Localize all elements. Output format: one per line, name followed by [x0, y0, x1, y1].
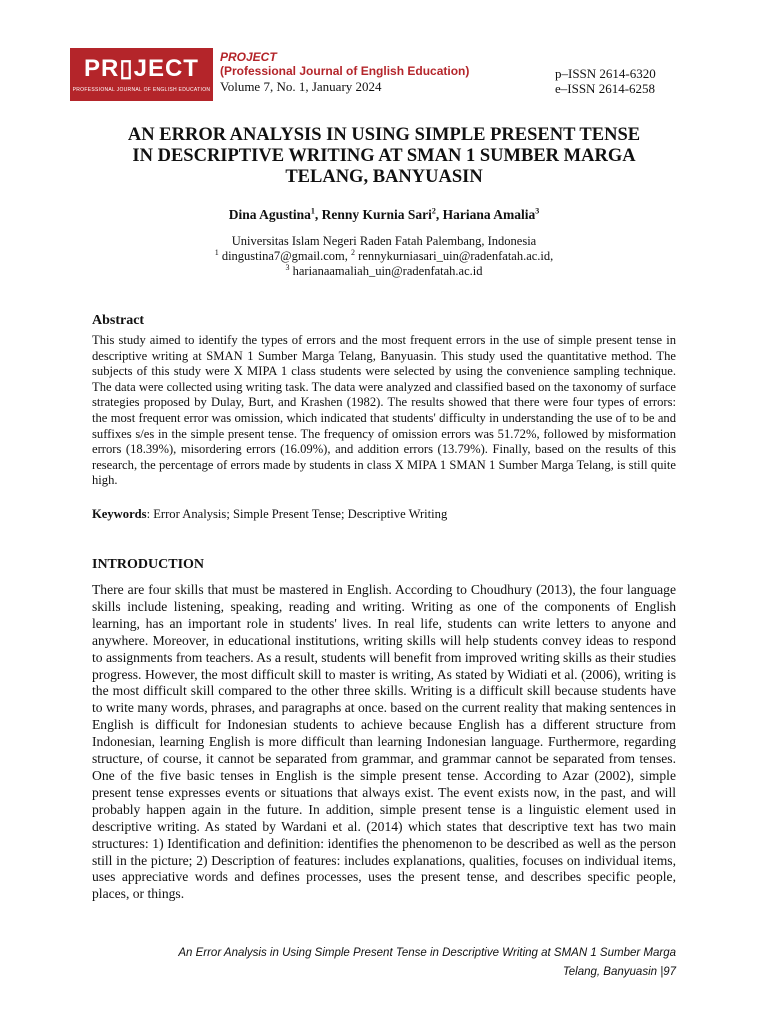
keywords-label: Keywords	[92, 507, 147, 521]
keywords-line	[92, 507, 447, 522]
email-link[interactable]: harianaamaliah_uin@radenfatah.ac.id	[292, 264, 483, 278]
journal-logo	[70, 48, 213, 101]
journal-header	[70, 48, 700, 102]
paper-title	[60, 125, 708, 188]
affiliation: Universitas Islam Negeri Raden Fatah Palembang, Indonesia	[231, 234, 537, 248]
keywords-text: : Error Analysis; Simple Present Tense; Descriptive Writing	[146, 507, 448, 521]
author-sup: 3	[535, 206, 540, 216]
abstract-text: This study aimed to identify the types of errors and the most frequent errors in the use of simple present tense in descriptive writing at SMAN 1 Sumber Marga Telang, Banyuasin. This study used the quantitative method. The subjects of this study were X MIPA 1 class students were selected by using the convenience sampling technique. The data were collected using writing task. The data were analyzed and classified based on the taxonomy of surface strategies proposed by Dulay, Burt, and Krashen (1982). The results showed that there were four types of errors: the most frequent error was omission, which indicated that students' difficulty in understanding the use of to be and suffixes s/es in the simple present tense. The frequency of omission errors was 51.72%, followed by misformation errors (18.39%), misordering errors (16.09%), and addition errors (13.79%). Finally, based on the results of this research, the percentage of errors made by students in class X MIPA 1 SMAN 1 Sumber Marga Telang, is still quite high.	[92, 333, 676, 488]
email-sup: 1	[214, 247, 219, 257]
author-name: Renny Kurnia Sari	[321, 207, 432, 222]
logo-text: PR▯JECT	[84, 55, 199, 82]
e-issn: e–ISSN 2614-6258	[555, 81, 656, 96]
title-line: TELANG, BANYUASIN	[285, 167, 483, 187]
author-sup: 1	[310, 206, 315, 216]
journal-name: PROJECT	[220, 50, 277, 64]
author-list: Dina Agustina$^1$, Renny Kurnia Sari$^2$, Hariana Amalia$^3$	[228, 206, 540, 222]
author-name: Dina Agustina	[228, 207, 311, 222]
email-line	[0, 264, 768, 279]
email-sup: 2	[351, 247, 356, 257]
p-issn: p–ISSN 2614-6320	[555, 66, 656, 81]
email-link[interactable]: rennykurniasari_uin@radenfatah.ac.id,	[358, 249, 554, 263]
journal-info	[220, 50, 469, 94]
email-link[interactable]: dingustina7@gmail.com,	[221, 249, 348, 263]
journal-volume: Volume 7, No. 1, January 2024	[220, 79, 382, 94]
author-sup: 2	[431, 206, 436, 216]
introduction-heading: INTRODUCTION	[92, 557, 205, 572]
author-name: Hariana Amalia	[442, 207, 536, 222]
email-line	[0, 249, 768, 264]
abstract-heading: Abstract	[92, 313, 145, 328]
footer-line: An Error Analysis in Using Simple Present Tense in Descriptive Writing at SMAN 1 Sumber Marga	[178, 947, 676, 959]
email-sup: 3	[285, 262, 290, 272]
introduction-text: There are four skills that must be mastered in English. According to Choudhury (2013), the four language skills include listening, speaking, reading and writing. Writing as one of the components of English learning, has an important role in students' lives. In real life, students can write letters to anyone and anywhere. Moreover, in educational institutions, writing skills will help students convey ideas to respond to assignments from teachers. As a result, students will benefit from improved writing skills as their studies progress. However, the most difficult skill to master is writing, As stated by Widiati et al. (2006), writing is the most difficult skill compared to the other three skills. Writing is a difficult skill because students have to write many words, phrases, and paragraphs at once. based on the current reality that making sentences in English is difficult for Indonesian students to achieve because English has a different structure from Indonesian, learning English is more difficult than learning Indonesian language. Furthermore, regarding structure, of course, it cannot be separated from grammar, and grammar cannot be separated from tenses. One of the five basic tenses in English is the simple present tense. According to Azar (2002), simple present tense expresses events or situations that always exist. The event exists now, in the past, and will probably happen again in the future. In addition, simple present tense is a linguistic element used in descriptive writing. As stated by Wardani et al. (2014) which states that descriptive text has two main structures: 1) Identification and definition: identifies the phenomenon to be described as well as the person still in the picture; 2) Description of features: includes explanations, qualities, focuses on individual items, uses appreciative words and defines processes, uses the present tense, and describes specific people, places, or things.	[92, 582, 676, 902]
affiliation-block	[0, 234, 768, 279]
footer-line: Telang, Banyuasin |97	[562, 966, 676, 978]
title-line: AN ERROR ANALYSIS IN USING SIMPLE PRESENT TENSE	[127, 125, 641, 145]
issn-block	[555, 66, 656, 96]
logo-subtitle: PROFESSIONAL JOURNAL OF ENGLISH EDUCATION	[72, 87, 211, 93]
page-footer	[76, 944, 676, 982]
journal-full-name: (Professional Journal of English Education)	[220, 64, 470, 78]
title-line: IN DESCRIPTIVE WRITING AT SMAN 1 SUMBER MARGA	[132, 146, 636, 166]
